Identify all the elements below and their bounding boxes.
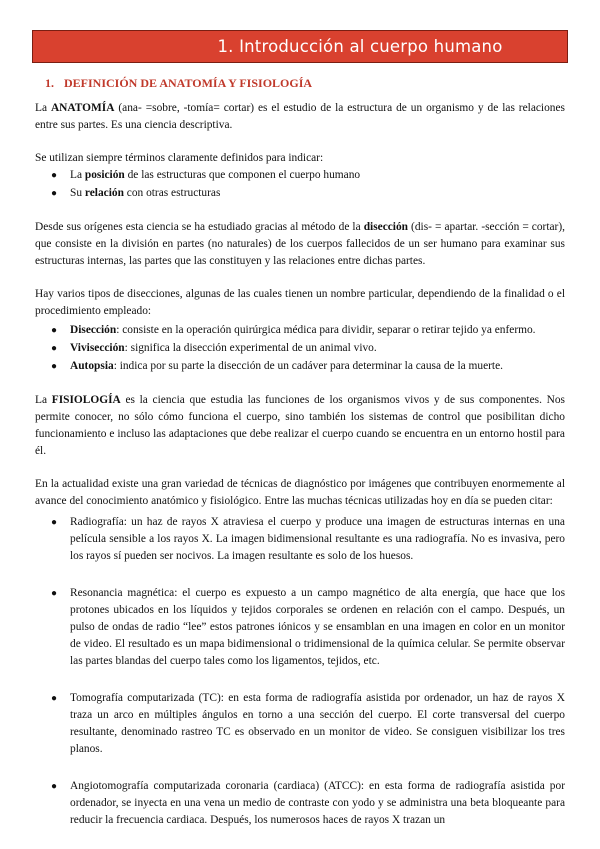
dissection-paragraph: Desde sus orígenes esta ciencia se ha estudiado gracias al método de la disección (dis- = apartar. -sección = cortar), que consiste en la división en partes (no naturales) de los cuerpos fallecidos de un ser humano para examinar sus estructuras internas, las partes que las constituyen y las relaciones entre dichas partes. (35, 221, 565, 267)
bullet-icon: ● (51, 343, 58, 354)
bullet-icon: ● (51, 517, 58, 528)
bullet-icon: ● (51, 361, 58, 372)
anatomy-paragraph (35, 100, 565, 134)
imaging-techniques-list (35, 514, 565, 829)
dissection-types-list (35, 322, 565, 375)
list-item: ● Su relación con otras estructuras (35, 185, 565, 202)
imaging-intro-paragraph: En la actualidad existe una gran variedad de técnicas de diagnóstico por imágenes que contribuyen enormemente al avance del conocimiento anatómico y fisiológico. Entre las muchas técnicas utilizadas hoy en día se pueden citar: (35, 478, 565, 507)
physiology-paragraph: La FISIOLOGÍA es la ciencia que estudia las funciones de los organismos vivos y de sus componentes. Nos permite conocer, no sólo cómo funciona el cuerpo, sino también los sistemas de control que posibilitan dicho funcionamiento e incluso las adaptaciones que debe realizar el cuerpo cuando se encuentra en un entorno hostil para él. (35, 394, 565, 457)
list-item: ● Tomografía computarizada (TC): en esta forma de radiografía asistida por ordenador, un haz de rayos X traza un arco en múltiples ángulos en torno a una sección del cuerpo. El corte transversal del cuerpo resultante, denominado rastreo TC es observado en un monitor de video. Se consiguen visibilizar los tres planos. (51, 692, 565, 755)
list-item: ● Vivisección: significa la disección experimental de un animal vivo. (35, 340, 565, 357)
bullet-icon: ● (51, 693, 58, 704)
list-item: ● Resonancia magnética: el cuerpo es expuesto a un campo magnético de alta energía, que hace que los protones ubicados en los líquidos y tejidos corporales se ordenen en relación con el campo. Después, un pulso de ondas de radio “lee” estos patrones iónicos y se ensamblan en una imagen en color en un monitor de video. El resultado es un mapa bidimensional o tridimensional de la química celular. Se permite observar las partes blandas del cuerpo tales como los ligamentos, tejidos, etc. (51, 587, 565, 667)
chapter-banner (32, 30, 568, 63)
list-item: ● Angiotomografía computarizada coronaria (cardiaca) (ATCC): en esta forma de radiografía asistida por ordenador, se inyecta en una vena un medio de contraste con yodo y se administra una beta bloqueante para reducir la frecuencia cardiaca. Después, los numerosos haces de rayos X trazan un (51, 780, 565, 826)
bullet-icon: ● (51, 781, 58, 792)
list-item: ● La posición de las estructuras que componen el cuerpo humano (35, 167, 565, 184)
document-content (35, 76, 565, 849)
section-number: 1. (45, 76, 54, 90)
text-run: (ana- =sobre, -tomía= cortar) es el estudio de la estructura de un organismo y de las relaciones entre sus partes. Es una ciencia descriptiva. (35, 102, 565, 131)
dissection-types-paragraph: Hay varios tipos de disecciones, algunas de las cuales tienen un nombre particular, dependiendo de la finalidad o el procedimiento empleado: (35, 288, 565, 317)
section-heading (35, 76, 565, 91)
bullet-icon: ● (51, 170, 58, 181)
terms-intro-paragraph: Se utilizan siempre términos claramente definidos para indicar: (35, 152, 324, 164)
list-item: ● Autopsia: indica por su parte la disección de un cadáver para determinar la causa de la muerte. (35, 358, 565, 375)
section-title: DEFINICIÓN DE ANATOMÍA Y FISIOLOGÍA (64, 76, 313, 90)
list-item: ● Radiografía: un haz de rayos X atraviesa el cuerpo y produce una imagen de estructuras internas en una película sensible a los rayos X. La imagen bidimensional resultante es una radiografía. No es invasiva, pero los rayos sí pueden ser nocivos. La imagen resultante es solo de los huesos. (51, 516, 565, 562)
chapter-title: 1. Introducción al cuerpo humano (217, 37, 503, 56)
bullet-icon: ● (51, 588, 58, 599)
text-run: La (35, 102, 51, 114)
bullet-icon: ● (51, 188, 58, 199)
list-item: ● Disección: consiste en la operación quirúrgica médica para dividir, separar o retirar tejido ya enfermo. (35, 322, 565, 339)
term-anatomia: ANATOMÍA (50, 102, 115, 114)
terms-list (35, 167, 565, 202)
bullet-icon: ● (51, 325, 58, 336)
